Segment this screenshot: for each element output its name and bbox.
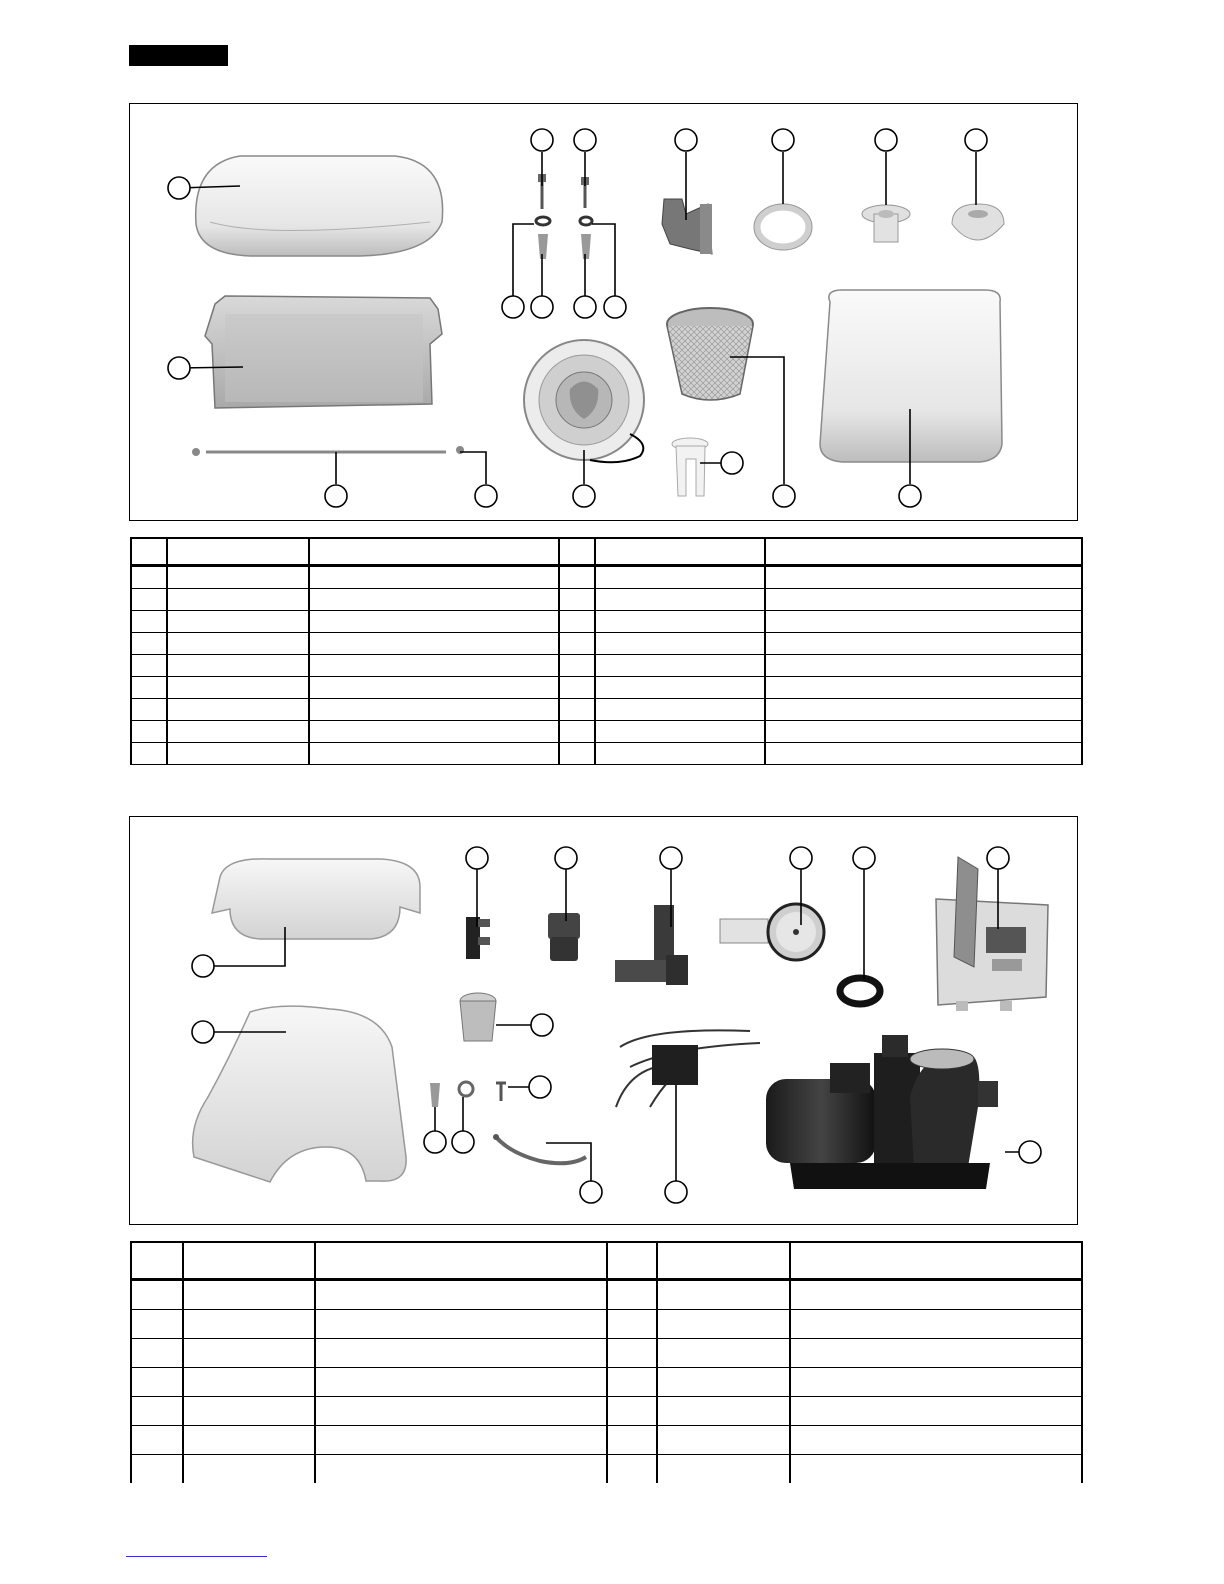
callout-marker: [168, 177, 190, 199]
table-row: [131, 1310, 1082, 1339]
connectors-part: [430, 1082, 506, 1107]
callout-marker: [531, 129, 553, 151]
callout-marker: [965, 129, 987, 151]
union-fitting-part: [548, 913, 580, 961]
underwater-light-part: [524, 340, 644, 462]
washers-part: [536, 217, 592, 225]
parts-table-2: [130, 1241, 1083, 1483]
callout-marker: [531, 1014, 553, 1036]
parts-illustration-1: [130, 104, 1079, 522]
callout-marker: [721, 452, 743, 474]
callout-marker: [790, 847, 812, 869]
table-row: [131, 633, 1082, 655]
clip-part: [672, 438, 708, 496]
wall-plugs-part: [538, 234, 591, 259]
elbow-fitting-part: [662, 199, 712, 254]
callout-marker: [502, 296, 524, 318]
screws-part: [538, 174, 589, 209]
filter-gauge-part: [720, 904, 824, 960]
callout-marker: [168, 357, 190, 379]
spotlight-part: [460, 993, 496, 1041]
callout-marker: [660, 847, 682, 869]
inlet-fitting-part: [862, 205, 910, 242]
callout-marker: [574, 129, 596, 151]
table-header-row: [131, 538, 1082, 566]
callout-marker: [875, 129, 897, 151]
callout-marker: [529, 1076, 551, 1098]
pump-part: [766, 1035, 998, 1189]
callout-marker: [853, 847, 875, 869]
table-row: [131, 677, 1082, 699]
table-row: [131, 743, 1082, 765]
callout-marker: [475, 485, 497, 507]
elbow-pipe-part: [615, 905, 688, 985]
table-row: [131, 1455, 1082, 1484]
footer-link[interactable]: [126, 1556, 267, 1557]
hose-part: [493, 1134, 586, 1163]
callout-marker: [1019, 1141, 1041, 1163]
table-row: [131, 1368, 1082, 1397]
table-row: [131, 699, 1082, 721]
callout-marker: [604, 296, 626, 318]
callout-marker: [574, 296, 596, 318]
plug-part: [952, 204, 1004, 240]
callout-marker: [452, 1131, 474, 1153]
pressure-switch-part: [466, 917, 490, 959]
strainer-basket-part: [667, 308, 753, 400]
parts-figure-2: [129, 816, 1078, 1225]
table-row: [131, 1426, 1082, 1455]
callout-marker: [466, 847, 488, 869]
control-box-part: [936, 857, 1048, 1011]
page-header-label: [129, 45, 228, 66]
o-ring-part: [840, 978, 880, 1004]
skimmer-cover-part: [820, 290, 1002, 462]
callout-marker: [772, 129, 794, 151]
cover-small-part: [212, 859, 420, 939]
table-row: [131, 1339, 1082, 1368]
callout-marker: [325, 485, 347, 507]
callout-marker: [899, 485, 921, 507]
table-row: [131, 1280, 1082, 1310]
callout-marker: [665, 1181, 687, 1203]
callout-marker: [573, 485, 595, 507]
parts-figure-1: [129, 103, 1078, 521]
table-row: [131, 611, 1082, 633]
table-row: [131, 721, 1082, 743]
table-row: [131, 566, 1082, 589]
rod-part: [192, 446, 464, 456]
table-row: [131, 655, 1082, 677]
callout-marker: [555, 847, 577, 869]
callout-marker: [424, 1131, 446, 1153]
transformer-part: [616, 1030, 760, 1107]
flap-part: [205, 296, 442, 408]
gasket-ring-part: [754, 204, 812, 250]
callout-marker: [192, 955, 214, 977]
callout-marker: [675, 129, 697, 151]
callout-marker: [531, 296, 553, 318]
skimmer-lid-part: [196, 156, 443, 256]
table-row: [131, 589, 1082, 611]
callout-marker: [987, 847, 1009, 869]
parts-table-1: [130, 537, 1083, 765]
parts-illustration-2: [130, 817, 1079, 1226]
table-row: [131, 1397, 1082, 1426]
callout-marker: [773, 485, 795, 507]
callout-marker: [580, 1181, 602, 1203]
table-header-row: [131, 1242, 1082, 1280]
callout-marker: [192, 1021, 214, 1043]
